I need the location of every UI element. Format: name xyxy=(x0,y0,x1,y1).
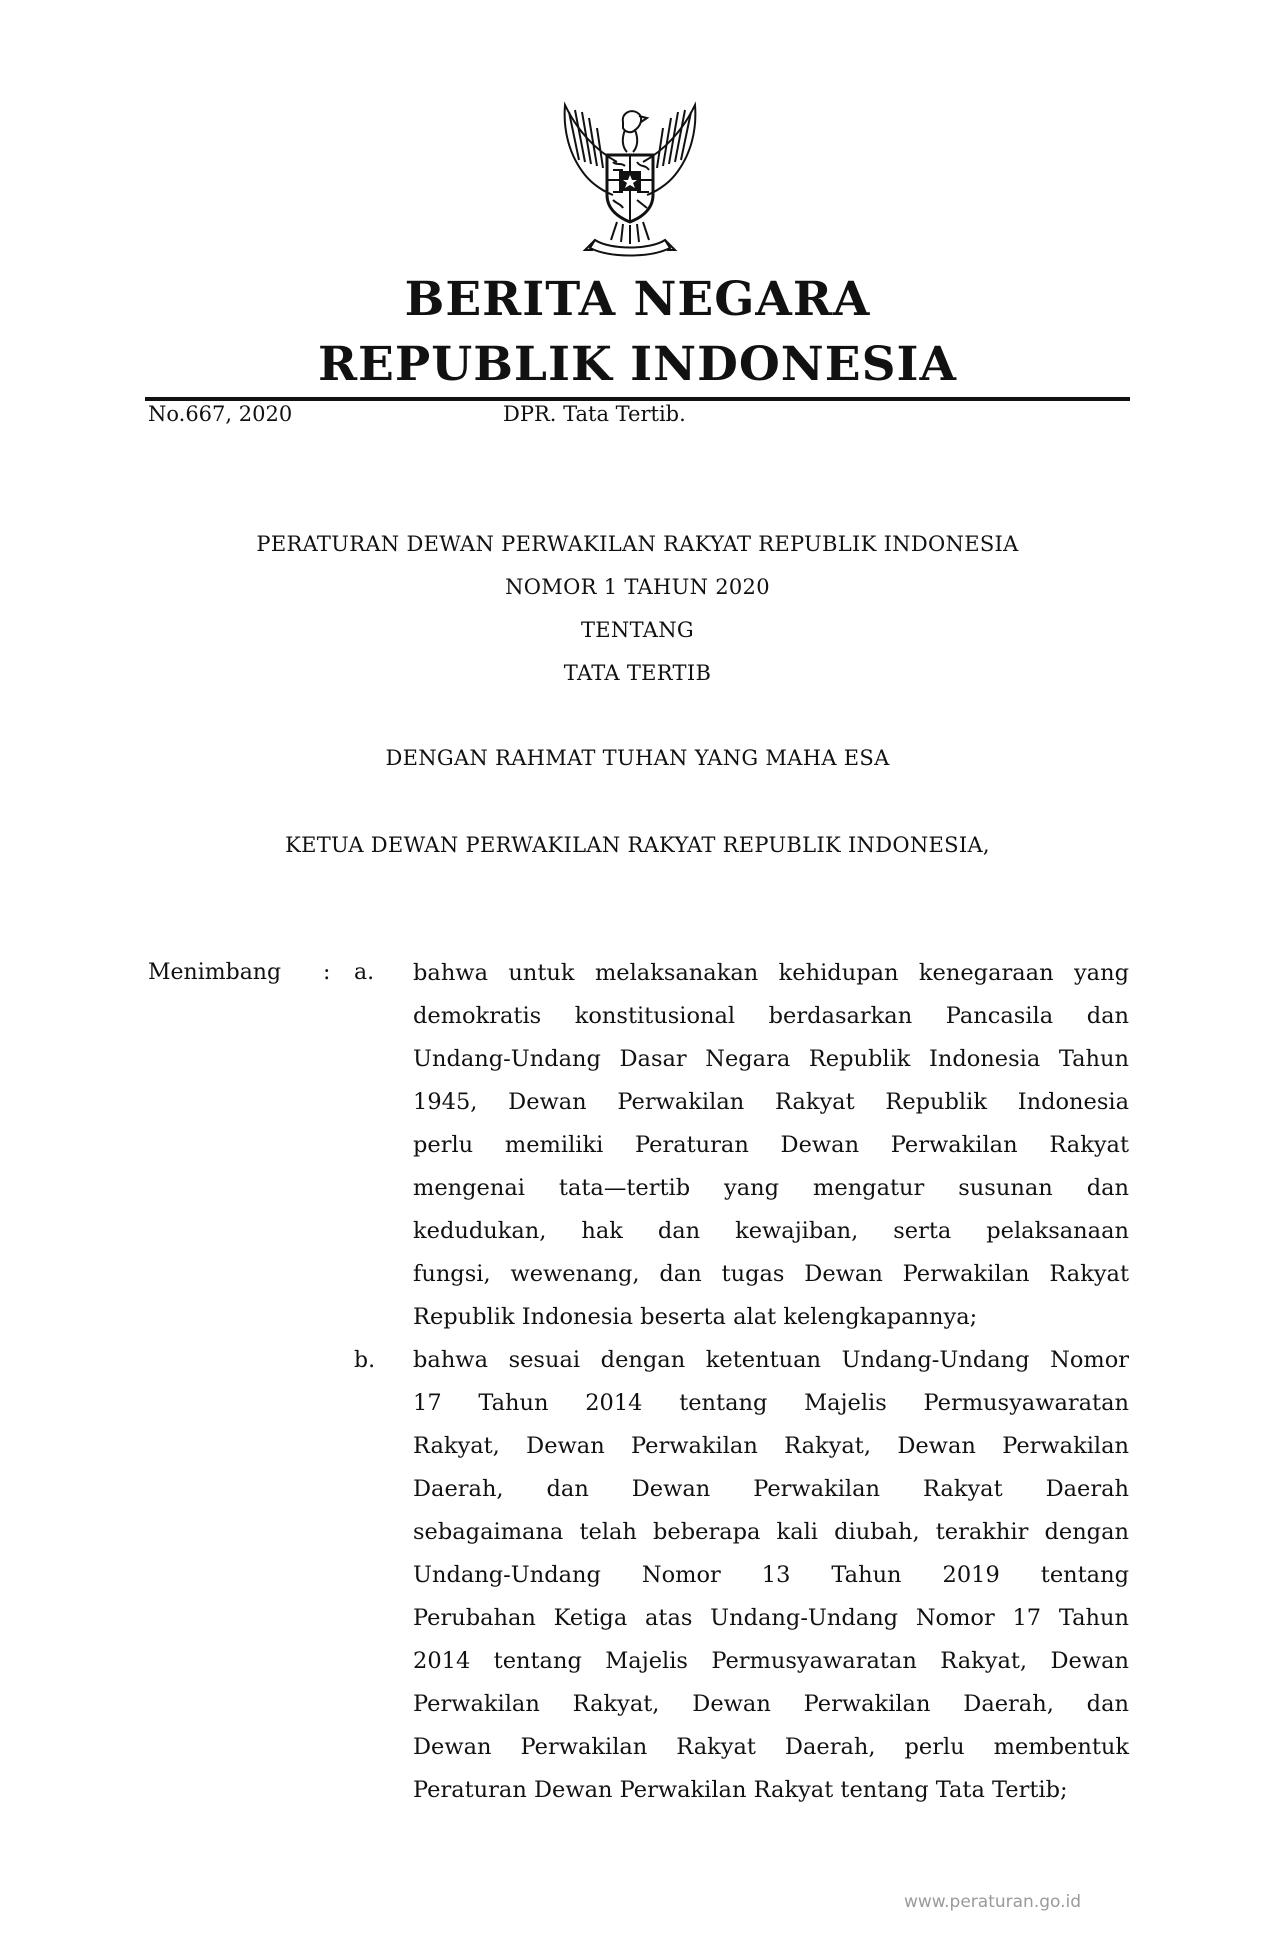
invocation: DENGAN RAHMAT TUHAN YANG MAHA ESA xyxy=(385,746,890,770)
considering-label: Menimbang xyxy=(148,960,282,985)
item-a-line: kedudukan, hak dan kewajiban, serta pelaksanaan xyxy=(413,1218,1129,1244)
item-b-line: 2014 tentang Majelis Permusyawaratan Rakyat, Dewan xyxy=(413,1648,1129,1674)
item-b-line: Undang-Undang Nomor 13 Tahun 2019 tentang xyxy=(413,1562,1129,1588)
item-b-line: 17 Tahun 2014 tentang Majelis Permusyawaratan xyxy=(413,1390,1129,1416)
item-b-line: Perwakilan Rakyat, Dewan Perwakilan Daerah, dan xyxy=(413,1691,1129,1717)
item-a-line: 1945, Dewan Perwakilan Rakyat Republik Indonesia xyxy=(413,1089,1129,1115)
regulation-subject: TATA TERTIB xyxy=(563,661,712,685)
item-b-mark: b. xyxy=(354,1348,376,1373)
item-a-mark: a. xyxy=(354,960,375,985)
item-a-text xyxy=(413,952,1129,1339)
garuda-emblem-icon xyxy=(555,100,705,260)
item-b-text xyxy=(413,1339,1129,1812)
footer-url[interactable]: www.peraturan.go.id xyxy=(904,1892,1082,1912)
regulation-about: TENTANG xyxy=(581,618,694,642)
gazette-number: No.667, 2020 xyxy=(148,402,293,426)
item-b-line: bahwa sesuai dengan ketentuan Undang-Undang Nomor xyxy=(413,1347,1129,1373)
item-a-line: Undang-Undang Dasar Negara Republik Indonesia Tahun xyxy=(413,1046,1129,1072)
item-a-line: Republik Indonesia beserta alat kelengkapannya; xyxy=(413,1304,978,1330)
header-divider xyxy=(145,397,1130,401)
gazette-title-line2: REPUBLIK INDONESIA xyxy=(317,337,957,392)
item-a-line: demokratis konstitusional berdasarkan Pancasila dan xyxy=(413,1003,1129,1029)
item-b-line: Peraturan Dewan Perwakilan Rakyat tentang Tata Tertib; xyxy=(413,1777,1068,1803)
item-a-line: fungsi, wewenang, dan tugas Dewan Perwakilan Rakyat xyxy=(413,1261,1129,1287)
item-b-line: Dewan Perwakilan Rakyat Daerah, perlu membentuk xyxy=(413,1734,1129,1760)
item-b-line: Perubahan Ketiga atas Undang-Undang Nomor 17 Tahun xyxy=(413,1605,1129,1631)
gazette-title-line1: BERITA NEGARA xyxy=(404,272,871,327)
considering-colon: : xyxy=(323,960,331,985)
item-b-line: sebagaimana telah beberapa kali diubah, terakhir dengan xyxy=(413,1519,1129,1545)
issuer: KETUA DEWAN PERWAKILAN RAKYAT REPUBLIK INDONESIA, xyxy=(285,833,990,857)
regulation-number: NOMOR 1 TAHUN 2020 xyxy=(505,575,770,599)
item-b-line: Rakyat, Dewan Perwakilan Rakyat, Dewan Perwakilan xyxy=(413,1433,1129,1459)
item-b-line: Daerah, dan Dewan Perwakilan Rakyat Daerah xyxy=(413,1476,1129,1502)
regulation-heading: PERATURAN DEWAN PERWAKILAN RAKYAT REPUBLIK INDONESIA xyxy=(256,532,1019,556)
item-a-line: mengenai tata—tertib yang mengatur susunan dan xyxy=(413,1175,1129,1201)
item-a-line: perlu memiliki Peraturan Dewan Perwakilan Rakyat xyxy=(413,1132,1129,1158)
gazette-subject: DPR. Tata Tertib. xyxy=(503,402,686,426)
item-a-line: bahwa untuk melaksanakan kehidupan kenegaraan yang xyxy=(413,960,1129,986)
